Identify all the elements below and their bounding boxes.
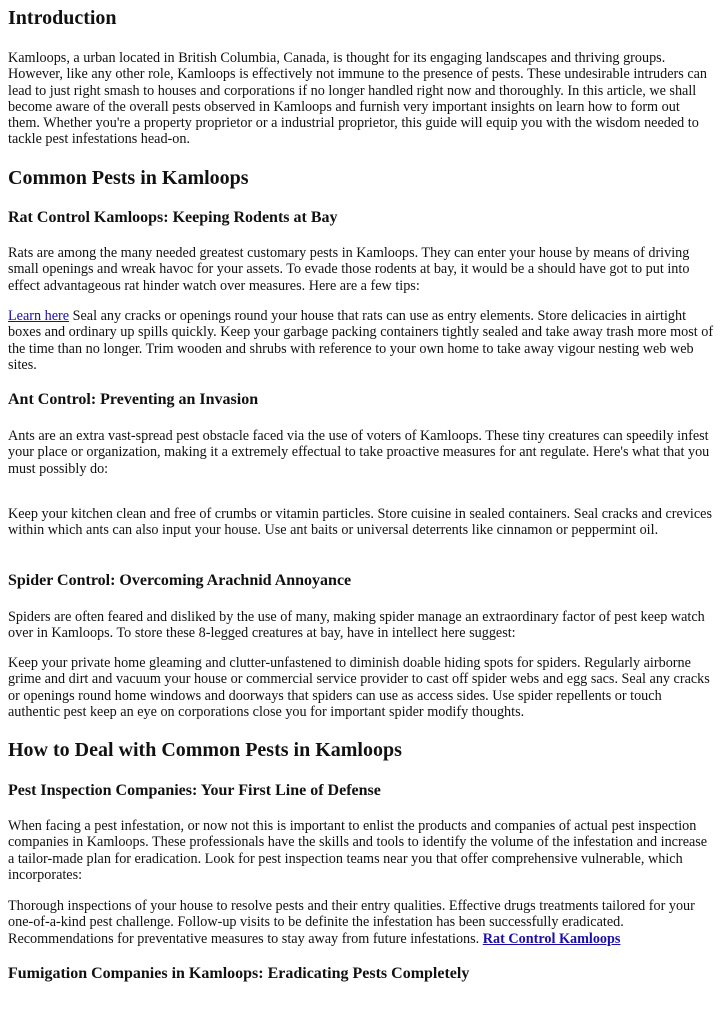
heading-introduction: Introduction [8, 7, 117, 29]
rat-paragraph-2 [8, 308, 714, 373]
ant-paragraph-1: Ants are an extra vast-spread pest obstacle faced via the use of voters of Kamloops. These tiny creatures can speedily infest your place or organization, making it a extremely effectual to take proactive measures for ant regulate. Here's what that you must possibly do: [8, 428, 710, 477]
heading-spider-control: Spider Control: Overcoming Arachnid Annoyance [8, 572, 352, 589]
inspection-paragraph-2-text: Thorough inspections of your house to resolve pests and their entry qualities. Effective drugs treatments tailored for your one-of-a-kind pest challenge. Follow-up visits to be definite the infestation has been successfully eradicated. Recommendations for preventative measures to stay away from future infestations. [8, 898, 695, 947]
ant-paragraph-2: Keep your kitchen clean and free of crumbs or vitamin particles. Store cuisine in sealed containers. Seal cracks and crevices within which ants can also input your house. Use ant baits or universal deterrents like cinnamon or peppermint oil. [8, 506, 712, 539]
rat-paragraph-1: Rats are among the many needed greatest customary pests in Kamloops. They can enter your house by means of driving small openings and wreak havoc for your assets. To evade those rodents at bay, it would be a should have got to put into effect advantageous rat hinder watch over measures. Here are a few tips: [8, 245, 690, 294]
heading-common-pests: Common Pests in Kamloops [8, 167, 249, 189]
rat-paragraph-2-text: Seal any cracks or openings round your house that rats can use as entry elements. Store delicacies in airtight boxes and ordinary up spills quickly. Keep your garbage packing containers tightly sealed and take away trash more most of the time than no longer. Trim wooden and shrubs with reference to your own home to take away vigour nesting web web sites. [8, 308, 714, 373]
heading-rat-control: Rat Control Kamloops: Keeping Rodents at Bay [8, 209, 338, 226]
heading-pest-inspection: Pest Inspection Companies: Your First Line of Defense [8, 782, 381, 799]
intro-paragraph: Kamloops, a urban located in British Columbia, Canada, is thought for its engaging landscapes and thriving groups. However, like any other role, Kamloops is effectively not immune to the presence of pests. These undesirable intruders can lead to just right smash to houses and corporations if no longer handled right now and thoroughly. In this article, we shall become aware of the overall pests observed in Kamloops and furnish very important insights on learn how to form out them. Whether you're a property proprietor or a industrial proprietor, this guide will equip you with the wisdom needed to tackle pest infestations head-on. [8, 50, 708, 148]
heading-ant-control: Ant Control: Preventing an Invasion [8, 391, 259, 408]
inspection-paragraph-1: When facing a pest infestation, or now not this is important to enlist the products and companies of actual pest inspection companies in Kamloops. These professionals have the skills and tools to identify the volume of the infestation and increase a tailor-made plan for eradication. Look for pest inspection teams near you that offer comprehensive vulnerable, which incorporates: [8, 818, 708, 883]
rat-control-kamloops-link[interactable]: Rat Control Kamloops [482, 930, 621, 947]
heading-fumigation: Fumigation Companies in Kamloops: Eradicating Pests Completely [8, 965, 470, 982]
spider-paragraph-2: Keep your private home gleaming and clutter-unfastened to diminish doable hiding spots for spiders. Regularly airborne grime and dirt and vacuum your house or commercial service provider to cast off spider webs and egg sacs. Seal any cracks or openings round home windows and doorways that spiders can use as access sides. Use spider repellents or touch authentic pest keep an eye on corporations close you for important spider modify thoughts. [8, 655, 710, 720]
inspection-paragraph-2 [8, 898, 714, 947]
learn-here-link[interactable]: Learn here [8, 308, 70, 324]
spider-paragraph-1: Spiders are often feared and disliked by the use of many, making spider manage an extraordinary factor of pest keep watch over in Kamloops. To store these 8-legged creatures at bay, have in intellect here suggest: [8, 609, 705, 642]
heading-how-to-deal: How to Deal with Common Pests in Kamloops [8, 739, 402, 761]
